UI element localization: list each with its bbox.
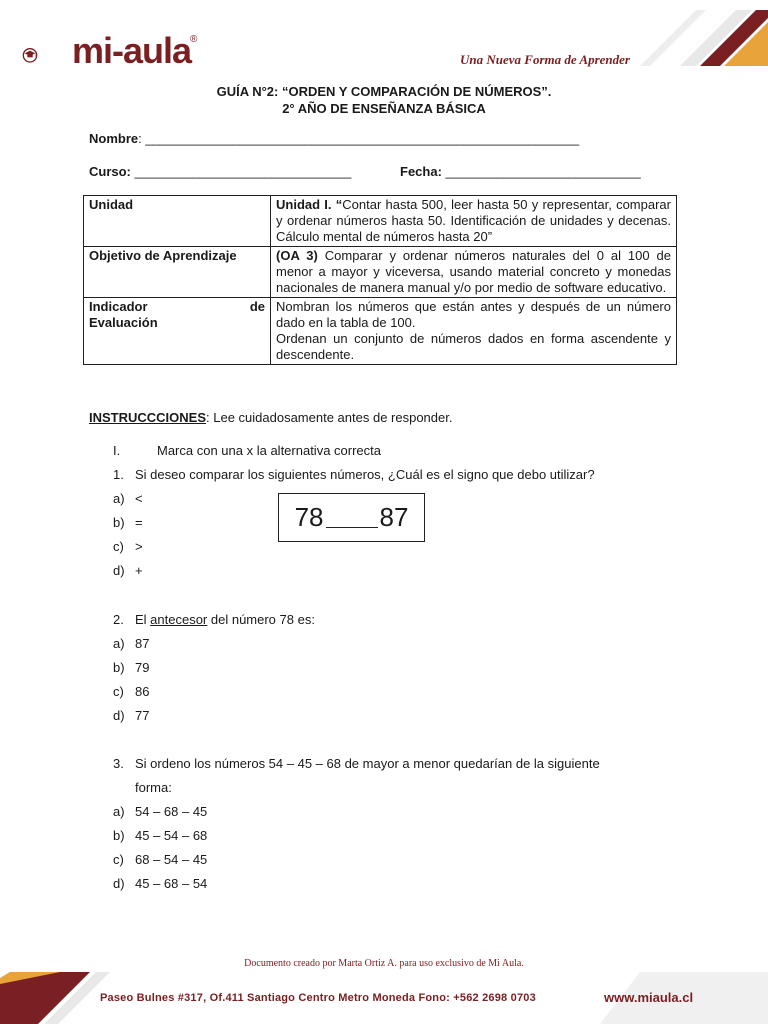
fecha-line: ___________________________ xyxy=(445,164,641,179)
doc-title-line2: 2° AÑO DE ENSEÑANZA BÁSICA xyxy=(282,101,486,116)
curso-field[interactable] xyxy=(89,164,351,179)
info-table xyxy=(83,195,677,365)
q1-option-a-letter: a) xyxy=(113,491,125,506)
instructions xyxy=(89,410,452,426)
q3-text-cont: forma: xyxy=(135,780,172,795)
objetivo-head: Objetivo de Aprendizaje xyxy=(84,247,271,298)
indicador-text2: Ordenan un conjunto de números dados en forma ascendente y descendente. xyxy=(276,331,671,362)
indicador-cell xyxy=(271,298,677,365)
question-3 xyxy=(113,756,600,772)
comparison-box xyxy=(278,493,425,542)
q3-option-b[interactable] xyxy=(113,828,207,844)
q2-option-a[interactable] xyxy=(113,636,149,652)
q1-option-d-value: + xyxy=(135,563,143,578)
comparison-blank[interactable] xyxy=(326,505,378,528)
q1-option-c[interactable] xyxy=(113,539,143,555)
q3-option-c-value: 68 – 54 – 45 xyxy=(135,852,208,867)
table-row-unidad xyxy=(84,196,677,247)
header-stripes-decoration xyxy=(640,10,768,66)
q2-option-a-value: 87 xyxy=(135,636,150,651)
nombre-field[interactable] xyxy=(89,131,579,146)
q3-option-d-value: 45 – 68 – 54 xyxy=(135,876,208,891)
objetivo-cell xyxy=(271,247,677,298)
table-row-objetivo xyxy=(84,247,677,298)
q2-option-d-value: 77 xyxy=(135,708,150,723)
unidad-bold: Unidad I. “ xyxy=(276,197,343,212)
doc-title-line1: GUÍA N°2: “ORDEN Y COMPARACIÓN DE NÚMEROS”. xyxy=(216,84,552,99)
q3-option-a-letter: a) xyxy=(113,804,125,819)
objetivo-bold: (OA 3) xyxy=(276,248,318,263)
nombre-label: Nombre xyxy=(89,131,139,146)
q3-option-a[interactable] xyxy=(113,804,207,820)
comparison-right: 87 xyxy=(379,502,409,532)
section-heading xyxy=(113,443,381,459)
unidad-text: Contar hasta 500, leer hasta 50 y representar, comparar y ordenar números hasta 50. Identificación de unidades y decenas. Cálculo mental de números hasta 20” xyxy=(276,197,671,244)
indicador-head xyxy=(84,298,271,365)
q2-post: del número 78 es: xyxy=(207,612,315,627)
registered-mark: ® xyxy=(190,34,198,45)
brand-logo-text: mi-aula xyxy=(72,30,192,71)
q1-option-a[interactable] xyxy=(113,491,143,507)
q3-option-b-value: 45 – 54 – 68 xyxy=(135,828,208,843)
q3-option-c-letter: c) xyxy=(113,852,124,867)
instructions-label: INSTRUCCCIONES xyxy=(89,410,207,425)
q2-option-b-value: 79 xyxy=(135,660,150,675)
q1-option-a-value: < xyxy=(135,491,143,506)
question-1 xyxy=(113,467,595,483)
footer-website-link[interactable]: www.miaula.cl xyxy=(604,990,694,1005)
q3-text: Si ordeno los números 54 – 45 – 68 de mayor a menor quedarían de la siguiente xyxy=(135,756,600,771)
q1-option-c-letter: c) xyxy=(113,539,124,554)
nombre-line: : ____________________________________________________________ xyxy=(138,131,580,146)
section-text: Marca con una x la alternativa correcta xyxy=(157,443,381,458)
q3-option-c[interactable] xyxy=(113,852,207,868)
q2-option-a-letter: a) xyxy=(113,636,125,651)
q2-option-b-letter: b) xyxy=(113,660,125,675)
objetivo-text: Comparar y ordenar números naturales del 0 al 100 de menor a mayor y viceversa, usando material concreto y monedas nacionales de manera manual y/o por medio de software educativo. xyxy=(276,248,671,295)
q1-text: Si deseo comparar los siguientes números, ¿Cuál es el signo que debo utilizar? xyxy=(135,467,595,482)
q2-option-d[interactable] xyxy=(113,708,149,724)
q1-option-d[interactable] xyxy=(113,563,143,579)
q2-option-c-value: 86 xyxy=(135,684,150,699)
fecha-label: Fecha: xyxy=(400,164,442,179)
q1-option-d-letter: d) xyxy=(113,563,125,578)
footer-left-stripes-decoration xyxy=(0,968,110,1024)
indicador-text1: Nombran los números que están antes y después de un número dado en la tabla de 100. xyxy=(276,299,671,330)
q2-option-c-letter: c) xyxy=(113,684,124,699)
curso-line: ______________________________ xyxy=(134,164,352,179)
q2-pre: El xyxy=(135,612,151,627)
unidad-head: Unidad xyxy=(84,196,271,247)
section-num: I. xyxy=(113,443,121,458)
q3-option-d-letter: d) xyxy=(113,876,125,891)
indicador-head-a: Indicador xyxy=(89,299,148,314)
footer-note: Documento creado por Marta Ortiz A. para uso exclusivo de Mi Aula. xyxy=(244,958,524,969)
question-2 xyxy=(113,612,315,628)
curso-label: Curso: xyxy=(89,164,131,179)
q1-option-b-value: = xyxy=(135,515,143,530)
q3-num: 3. xyxy=(113,756,124,771)
q2-option-d-letter: d) xyxy=(113,708,125,723)
q1-option-c-value: > xyxy=(135,539,143,554)
q3-option-a-value: 54 – 68 – 45 xyxy=(135,804,208,819)
q2-underlined: antecesor xyxy=(150,612,208,627)
q3-option-b-letter: b) xyxy=(113,828,125,843)
comparison-left: 78 xyxy=(294,502,324,532)
q2-num: 2. xyxy=(113,612,124,627)
tagline: Una Nueva Forma de Aprender xyxy=(460,52,630,67)
q2-option-c[interactable] xyxy=(113,684,149,700)
unidad-cell xyxy=(271,196,677,247)
indicador-head-b: de xyxy=(249,299,265,314)
fecha-field[interactable] xyxy=(400,164,641,179)
footer-address: Paseo Bulnes #317, Of.411 Santiago Centro Metro Moneda Fono: +562 2698 0703 xyxy=(100,992,536,1004)
instructions-text: : Lee cuidadosamente antes de responder. xyxy=(206,410,453,425)
indicador-head-c: Evaluación xyxy=(89,315,158,330)
q1-num: 1. xyxy=(113,467,124,482)
q1-option-b-letter: b) xyxy=(113,515,125,530)
q1-option-b[interactable] xyxy=(113,515,143,531)
q2-option-b[interactable] xyxy=(113,660,149,676)
q3-option-d[interactable] xyxy=(113,876,207,892)
table-row-indicador xyxy=(84,298,677,365)
